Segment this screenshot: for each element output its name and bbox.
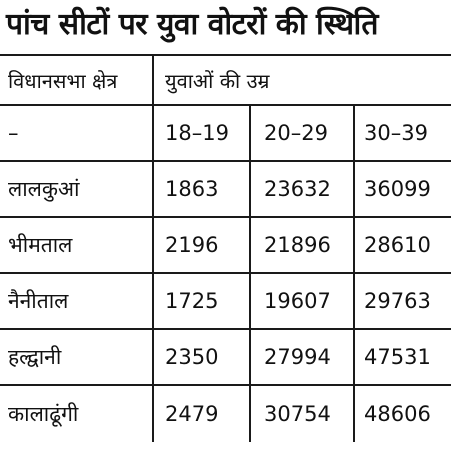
seat-name: कालाढूंगी [8, 402, 79, 426]
age-group-18-19: 18–19 [165, 121, 229, 145]
table-row [0, 162, 451, 218]
value-18-19: 2479 [165, 402, 219, 426]
header-seat: विधानसभा क्षेत्र [8, 68, 118, 93]
value-18-19: 1725 [165, 289, 219, 313]
value-30-39: 28610 [364, 233, 431, 257]
seat-name: हल्द्वानी [8, 345, 62, 369]
value-30-39: 29763 [364, 289, 431, 313]
page-title: पांच सीटों पर युवा वोटरों की स्थिति [6, 7, 378, 42]
table-row [0, 386, 451, 442]
subheader-seat: – [8, 121, 19, 145]
seat-name: लालकुआं [8, 177, 80, 201]
value-20-29: 30754 [264, 402, 331, 426]
table-row [0, 330, 451, 386]
youth-voters-table [0, 54, 451, 442]
value-30-39: 47531 [364, 345, 431, 369]
table-subheader-row [0, 106, 451, 162]
age-group-20-29: 20–29 [264, 121, 328, 145]
value-20-29: 19607 [264, 289, 331, 313]
seat-name: भीमताल [8, 233, 73, 257]
value-18-19: 2350 [165, 345, 219, 369]
value-20-29: 23632 [264, 177, 331, 201]
value-20-29: 21896 [264, 233, 331, 257]
age-group-30-39: 30–39 [364, 121, 428, 145]
value-20-29: 27994 [264, 345, 331, 369]
table-row [0, 218, 451, 274]
table-header-row [0, 54, 451, 106]
header-age: युवाओं की उम्र [165, 68, 270, 93]
value-30-39: 48606 [364, 402, 431, 426]
seat-name: नैनीताल [8, 289, 69, 313]
value-18-19: 2196 [165, 233, 219, 257]
value-18-19: 1863 [165, 177, 219, 201]
table-row [0, 274, 451, 330]
value-30-39: 36099 [364, 177, 431, 201]
